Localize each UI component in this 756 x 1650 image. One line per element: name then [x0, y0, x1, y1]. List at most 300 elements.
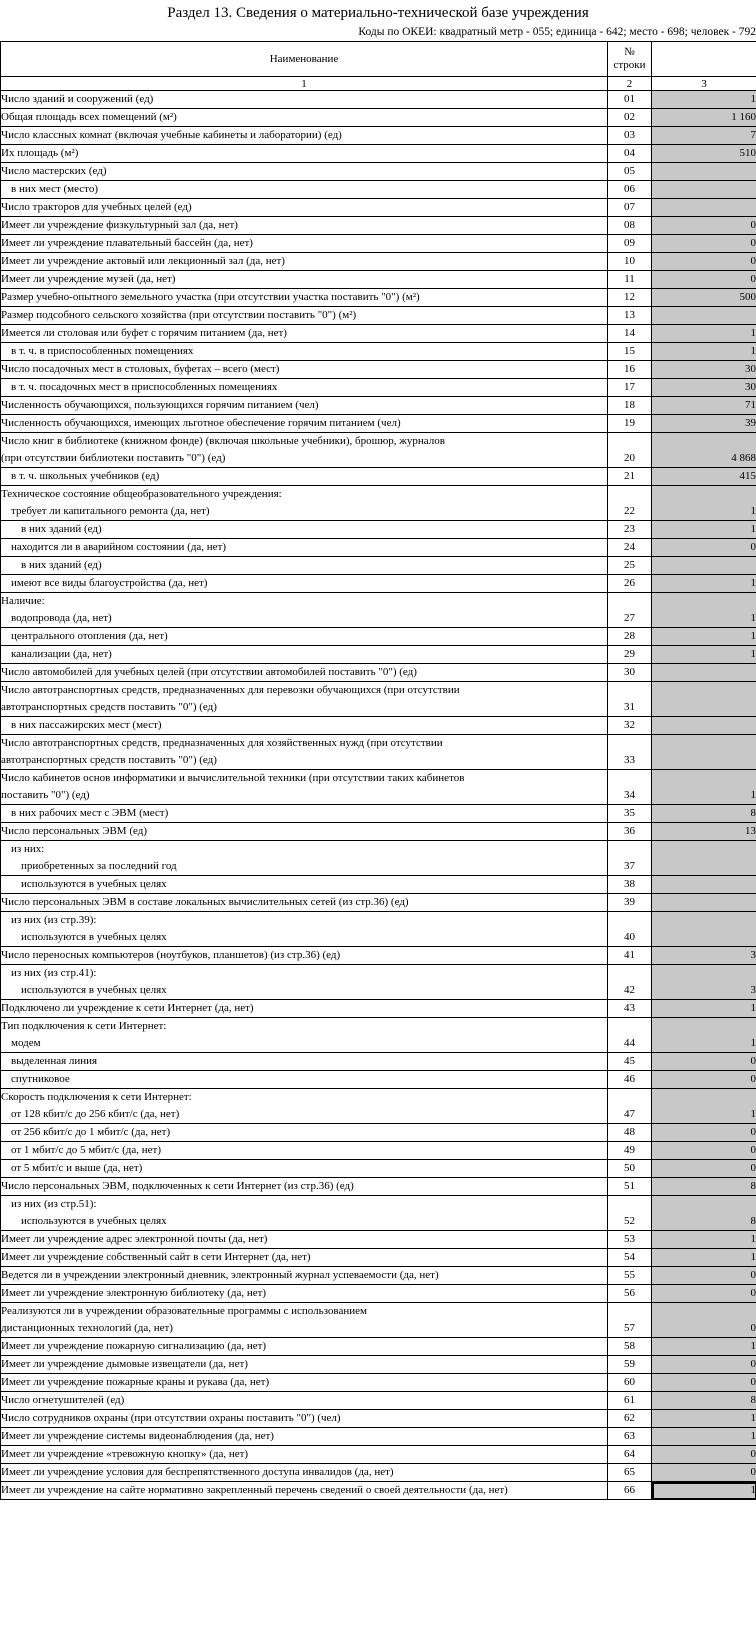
row-label	[1, 876, 608, 894]
row-label-line: в них зданий (ед)	[21, 559, 102, 571]
row-number: 52	[608, 1196, 652, 1231]
row-value-cell[interactable]: 0	[652, 1285, 756, 1303]
table-row	[1, 965, 756, 1000]
row-value-cell[interactable]	[652, 199, 756, 217]
row-value-cell[interactable]: 0	[652, 271, 756, 289]
table-row	[1, 468, 756, 486]
row-number: 26	[608, 575, 652, 593]
row-number: 39	[608, 894, 652, 912]
row-number: 13	[608, 307, 652, 325]
row-label-line: в т. ч. школьных учебников (ед)	[11, 470, 160, 482]
row-label	[1, 770, 608, 805]
table-row	[1, 539, 756, 557]
table-row	[1, 823, 756, 841]
row-number: 12	[608, 289, 652, 307]
row-number: 18	[608, 397, 652, 415]
table-row	[1, 1446, 756, 1464]
row-label	[1, 1249, 608, 1267]
column-index-1: 1	[1, 77, 608, 91]
table-row	[1, 379, 756, 397]
row-label	[1, 557, 608, 575]
table-row	[1, 253, 756, 271]
table-row	[1, 1000, 756, 1018]
table-row	[1, 1285, 756, 1303]
row-label	[1, 1231, 608, 1249]
row-label-line: Численность обучающихся, имеющих льготное обеспечение горячим питанием (чел)	[1, 417, 401, 429]
row-number: 15	[608, 343, 652, 361]
table-row	[1, 894, 756, 912]
row-label	[1, 253, 608, 271]
column-header-name: Наименование	[1, 42, 608, 77]
row-number: 23	[608, 521, 652, 539]
row-label-line: Наличие:	[1, 595, 45, 607]
row-value-cell[interactable]: 1	[652, 646, 756, 664]
row-label	[1, 145, 608, 163]
table-row	[1, 1160, 756, 1178]
table-row	[1, 1124, 756, 1142]
table-row	[1, 593, 756, 628]
row-label-line: Имеет ли учреждение плавательный бассейн (да, нет)	[1, 237, 253, 249]
row-label-line: из них (из стр.41):	[11, 967, 97, 979]
row-label	[1, 1392, 608, 1410]
row-label-line: Число книг в библиотеке (книжном фонде) (включая школьные учебники), брошюр, журналов	[1, 435, 445, 447]
row-value-cell[interactable]: 71	[652, 397, 756, 415]
table-row	[1, 575, 756, 593]
row-label-line: Число персональных ЭВМ в составе локальных вычислительных сетей (из стр.36) (ед)	[1, 896, 409, 908]
row-value-cell[interactable]: 510	[652, 145, 756, 163]
table-row	[1, 325, 756, 343]
row-value-cell[interactable]	[652, 682, 756, 717]
row-value-cell[interactable]	[652, 735, 756, 770]
row-value-cell[interactable]	[652, 912, 756, 947]
row-number: 56	[608, 1285, 652, 1303]
table-row	[1, 127, 756, 145]
row-label-line: Имеет ли учреждение «тревожную кнопку» (да, нет)	[1, 1448, 249, 1460]
row-value-cell[interactable]: 1	[652, 343, 756, 361]
row-label-line: Имеется ли столовая или буфет с горячим питанием (да, нет)	[1, 327, 287, 339]
table-row	[1, 1249, 756, 1267]
row-number: 57	[608, 1303, 652, 1338]
row-label	[1, 575, 608, 593]
row-value-cell[interactable]	[652, 557, 756, 575]
row-label-line: Число автотранспортных средств, предназначенных для хозяйственных нужд (при отсутствии	[1, 737, 443, 749]
row-label-line: требует ли капитального ремонта (да, нет)	[11, 505, 210, 517]
row-label	[1, 181, 608, 199]
row-value-cell[interactable]	[652, 894, 756, 912]
table-row	[1, 1374, 756, 1392]
row-label-line: Численность обучающихся, пользующихся горячим питанием (чел)	[1, 399, 319, 411]
row-label	[1, 1374, 608, 1392]
row-label-line: Имеет ли учреждение условия для беспрепятственного доступа инвалидов (да, нет)	[1, 1466, 394, 1478]
row-label-line: Скорость подключения к сети Интернет:	[1, 1091, 192, 1103]
row-value-cell[interactable]: 1	[652, 521, 756, 539]
row-value-cell[interactable]: 0	[652, 1124, 756, 1142]
row-value-cell[interactable]: 1	[652, 1089, 756, 1124]
row-label	[1, 841, 608, 876]
row-number: 03	[608, 127, 652, 145]
table-row	[1, 307, 756, 325]
row-label-line: используются в учебных целях	[21, 984, 167, 996]
row-value-cell[interactable]: 30	[652, 361, 756, 379]
row-value-cell[interactable]: 0	[652, 235, 756, 253]
row-label-line: Размер учебно-опытного земельного участка (при отсутствии участка поставить "0") (м²)	[1, 291, 420, 303]
row-label-line: в т. ч. в приспособленных помещениях	[11, 345, 194, 357]
row-label	[1, 1018, 608, 1053]
row-number: 24	[608, 539, 652, 557]
row-number: 61	[608, 1392, 652, 1410]
row-value-cell[interactable]: 0	[652, 1374, 756, 1392]
row-number: 65	[608, 1464, 652, 1482]
row-label-line: Число посадочных мест в столовых, буфетах – всего (мест)	[1, 363, 280, 375]
row-label	[1, 379, 608, 397]
row-label	[1, 823, 608, 841]
row-label-line: Имеет ли учреждение на сайте нормативно закрепленный перечень сведений о своей деятельности (да, нет)	[1, 1484, 508, 1496]
row-value-cell[interactable]: 0	[652, 253, 756, 271]
row-label	[1, 1124, 608, 1142]
row-value-cell[interactable]: 8	[652, 1196, 756, 1231]
row-number: 62	[608, 1410, 652, 1428]
row-number: 64	[608, 1446, 652, 1464]
row-value-cell[interactable]: 8	[652, 805, 756, 823]
row-label	[1, 217, 608, 235]
row-label-line: Подключено ли учреждение к сети Интернет (да, нет)	[1, 1002, 254, 1014]
row-value-cell[interactable]: 0	[652, 1142, 756, 1160]
row-value-cell[interactable]: 39	[652, 415, 756, 433]
table-row	[1, 1338, 756, 1356]
row-label-line: Число зданий и сооружений (ед)	[1, 93, 154, 105]
row-label	[1, 163, 608, 181]
row-value-cell[interactable]: 1	[652, 1410, 756, 1428]
row-number: 06	[608, 181, 652, 199]
row-number: 01	[608, 91, 652, 109]
row-number: 55	[608, 1267, 652, 1285]
row-value-cell[interactable]: 1	[652, 1482, 756, 1500]
row-value-cell[interactable]: 0	[652, 1356, 756, 1374]
row-value-cell[interactable]: 0	[652, 1464, 756, 1482]
column-index-2: 2	[608, 77, 652, 91]
table-row	[1, 289, 756, 307]
row-value-cell[interactable]: 1	[652, 486, 756, 521]
row-value-cell[interactable]: 1	[652, 325, 756, 343]
row-number: 31	[608, 682, 652, 717]
row-number: 63	[608, 1428, 652, 1446]
row-label-line: Имеет ли учреждение пожарную сигнализацию (да, нет)	[1, 1340, 267, 1352]
row-label	[1, 361, 608, 379]
row-label	[1, 289, 608, 307]
table-row	[1, 1231, 756, 1249]
table-row	[1, 682, 756, 717]
row-label	[1, 343, 608, 361]
row-value-cell[interactable]: 1	[652, 1338, 756, 1356]
row-label	[1, 1267, 608, 1285]
row-label-line: из них (из стр.51):	[11, 1198, 97, 1210]
row-value-cell[interactable]: 1	[652, 628, 756, 646]
row-label	[1, 415, 608, 433]
row-value-cell[interactable]	[652, 841, 756, 876]
row-label	[1, 805, 608, 823]
row-number: 25	[608, 557, 652, 575]
table-row	[1, 271, 756, 289]
row-number: 47	[608, 1089, 652, 1124]
row-label	[1, 1285, 608, 1303]
row-number: 07	[608, 199, 652, 217]
table-row	[1, 1053, 756, 1071]
row-label	[1, 1000, 608, 1018]
row-label-line: Число классных комнат (включая учебные кабинеты и лаборатории) (ед)	[1, 129, 342, 141]
row-label-line: в них мест (место)	[11, 183, 99, 195]
row-value-cell[interactable]: 1	[652, 91, 756, 109]
table-row	[1, 433, 756, 468]
row-label-line: автотранспортных средств поставить "0") (ед)	[1, 701, 217, 713]
row-value-cell[interactable]: 4 868	[652, 433, 756, 468]
row-label	[1, 109, 608, 127]
row-number: 42	[608, 965, 652, 1000]
row-label-line: от 1 мбит/с до 5 мбит/с (да, нет)	[11, 1144, 162, 1156]
row-number: 41	[608, 947, 652, 965]
row-value-cell[interactable]	[652, 307, 756, 325]
row-number: 20	[608, 433, 652, 468]
row-value-cell[interactable]: 1	[652, 575, 756, 593]
row-label-line: Имеет ли учреждение системы видеонаблюдения (да, нет)	[1, 1430, 274, 1442]
row-number: 05	[608, 163, 652, 181]
row-value-cell[interactable]: 1	[652, 1000, 756, 1018]
table-body	[1, 91, 756, 1500]
table-row	[1, 217, 756, 235]
row-label-line: используются в учебных целях	[21, 1215, 167, 1227]
row-label-line: из них (из стр.39):	[11, 914, 97, 926]
row-number: 45	[608, 1053, 652, 1071]
row-value-cell[interactable]: 0	[652, 539, 756, 557]
table-row	[1, 1410, 756, 1428]
row-label	[1, 539, 608, 557]
row-number: 22	[608, 486, 652, 521]
row-label	[1, 1196, 608, 1231]
row-number: 38	[608, 876, 652, 894]
table-header-row	[1, 42, 756, 77]
row-value-cell[interactable]: 1	[652, 593, 756, 628]
row-value-cell[interactable]: 0	[652, 1071, 756, 1089]
row-value-cell[interactable]	[652, 163, 756, 181]
row-label-line: от 128 кбит/с до 256 кбит/с (да, нет)	[11, 1108, 180, 1120]
row-label-line: Техническое состояние общеобразовательного учреждения:	[1, 488, 282, 500]
row-label-line: Размер подсобного сельского хозяйства (при отсутствии поставить "0") (м²)	[1, 309, 357, 321]
row-value-cell[interactable]: 0	[652, 1303, 756, 1338]
row-value-cell[interactable]	[652, 876, 756, 894]
row-label-line: имеют все виды благоустройства (да, нет)	[11, 577, 208, 589]
row-label-line: используются в учебных целях	[21, 878, 167, 890]
row-number: 37	[608, 841, 652, 876]
row-number: 46	[608, 1071, 652, 1089]
table-row	[1, 717, 756, 735]
row-value-cell[interactable]: 7	[652, 127, 756, 145]
table-row	[1, 181, 756, 199]
row-label	[1, 521, 608, 539]
row-value-cell[interactable]: 13	[652, 823, 756, 841]
row-label-line: канализации (да, нет)	[11, 648, 112, 660]
okei-codes: Коды по ОКЕИ: квадратный метр - 055; единица - 642; место - 698; человек - 792	[358, 26, 756, 38]
row-label	[1, 717, 608, 735]
table-row	[1, 145, 756, 163]
row-number: 33	[608, 735, 652, 770]
row-label	[1, 1464, 608, 1482]
row-value-cell[interactable]: 1	[652, 770, 756, 805]
row-value-cell[interactable]: 1	[652, 1249, 756, 1267]
section-title: Раздел 13. Сведения о материально-технической базе учреждения	[167, 5, 589, 21]
row-label-line: модем	[11, 1037, 41, 1049]
table-row	[1, 947, 756, 965]
table-row	[1, 805, 756, 823]
row-label	[1, 628, 608, 646]
table-row	[1, 646, 756, 664]
row-label	[1, 735, 608, 770]
row-label	[1, 1482, 608, 1500]
column-index-3: 3	[652, 77, 756, 91]
row-label	[1, 1356, 608, 1374]
row-number: 53	[608, 1231, 652, 1249]
row-value-cell[interactable]: 0	[652, 1267, 756, 1285]
table-row	[1, 415, 756, 433]
table-row	[1, 1482, 756, 1500]
table-row	[1, 1196, 756, 1231]
row-label-line: Число переносных компьютеров (ноутбуков, планшетов) (из стр.36) (ед)	[1, 949, 341, 961]
row-label	[1, 664, 608, 682]
table-row	[1, 1018, 756, 1053]
row-label-line: Имеет ли учреждение адрес электронной почты (да, нет)	[1, 1233, 268, 1245]
row-label-line: автотранспортных средств поставить "0") (ед)	[1, 754, 217, 766]
row-number: 58	[608, 1338, 652, 1356]
row-value-cell[interactable]: 1	[652, 1018, 756, 1053]
row-number: 48	[608, 1124, 652, 1142]
row-number: 44	[608, 1018, 652, 1053]
row-label	[1, 486, 608, 521]
row-number: 02	[608, 109, 652, 127]
row-value-cell[interactable]: 0	[652, 217, 756, 235]
row-value-cell[interactable]: 8	[652, 1178, 756, 1196]
row-value-cell[interactable]: 1	[652, 1428, 756, 1446]
row-label	[1, 1160, 608, 1178]
row-value-cell[interactable]: 1 160	[652, 109, 756, 127]
row-label	[1, 1178, 608, 1196]
row-label-line: водопровода (да, нет)	[11, 612, 112, 624]
column-header-row-number: № строки	[608, 42, 652, 77]
row-number: 16	[608, 361, 652, 379]
row-label	[1, 199, 608, 217]
table-row	[1, 841, 756, 876]
row-label-line: Число сотрудников охраны (при отсутствии охраны поставить "0") (чел)	[1, 1412, 341, 1424]
row-label	[1, 1338, 608, 1356]
table-row	[1, 1267, 756, 1285]
row-number: 11	[608, 271, 652, 289]
row-label-line: в т. ч. посадочных мест в приспособленных помещениях	[11, 381, 278, 393]
row-value-cell[interactable]	[652, 717, 756, 735]
column-header-value	[652, 42, 756, 77]
row-label-line: в них рабочих мест с ЭВМ (мест)	[11, 807, 169, 819]
table-row	[1, 770, 756, 805]
row-number: 51	[608, 1178, 652, 1196]
row-label	[1, 1410, 608, 1428]
table-row	[1, 628, 756, 646]
row-label-line: Имеет ли учреждение пожарные краны и рукава (да, нет)	[1, 1376, 270, 1388]
row-number: 14	[608, 325, 652, 343]
row-label-line: находится ли в аварийном состоянии (да, нет)	[11, 541, 227, 553]
row-label-line: Имеет ли учреждение физкультурный зал (да, нет)	[1, 219, 238, 231]
table-row	[1, 521, 756, 539]
row-label-line: приобретенных за последний год	[21, 860, 177, 872]
table-row	[1, 1178, 756, 1196]
row-value-cell[interactable]: 415	[652, 468, 756, 486]
row-value-cell[interactable]	[652, 181, 756, 199]
row-value-cell[interactable]: 1	[652, 1231, 756, 1249]
table-row	[1, 1142, 756, 1160]
row-label-line: Общая площадь всех помещений (м²)	[1, 111, 177, 123]
row-label-line: дистанционных технологий (да, нет)	[1, 1322, 173, 1334]
row-value-cell[interactable]: 500	[652, 289, 756, 307]
row-number: 40	[608, 912, 652, 947]
table-row	[1, 199, 756, 217]
row-value-cell[interactable]	[652, 664, 756, 682]
row-label	[1, 646, 608, 664]
row-label-line: Число персональных ЭВМ (ед)	[1, 825, 147, 837]
row-label	[1, 593, 608, 628]
table-row	[1, 1089, 756, 1124]
row-number: 28	[608, 628, 652, 646]
row-label-line: спутниковое	[11, 1073, 70, 1085]
row-label-line: Число автотранспортных средств, предназначенных для перевозки обучающихся (при отсутствии	[1, 684, 460, 696]
row-value-cell[interactable]: 8	[652, 1392, 756, 1410]
row-label	[1, 271, 608, 289]
row-label	[1, 307, 608, 325]
row-label-line: Имеет ли учреждение собственный сайт в сети Интернет (да, нет)	[1, 1251, 311, 1263]
row-number: 32	[608, 717, 652, 735]
row-label-line: Имеет ли учреждение актовый или лекционный зал (да, нет)	[1, 255, 285, 267]
row-label-line: Число кабинетов основ информатики и вычислительной техники (при отсутствии таких кабинетов	[1, 772, 465, 784]
row-value-cell[interactable]: 0	[652, 1160, 756, 1178]
row-label	[1, 397, 608, 415]
table-row	[1, 735, 756, 770]
row-label	[1, 912, 608, 947]
row-value-cell[interactable]: 0	[652, 1053, 756, 1071]
row-label	[1, 1428, 608, 1446]
row-label-line: от 256 кбит/с до 1 мбит/с (да, нет)	[11, 1126, 171, 1138]
row-number: 17	[608, 379, 652, 397]
row-number: 09	[608, 235, 652, 253]
row-label	[1, 1303, 608, 1338]
row-label-line: Число автомобилей для учебных целей (при отсутствии автомобилей поставить "0") (ед)	[1, 666, 417, 678]
row-label	[1, 894, 608, 912]
row-number: 66	[608, 1482, 652, 1500]
row-label-line: Ведется ли в учреждении электронный дневник, электронный журнал успеваемости (да, нет)	[1, 1269, 439, 1281]
row-number: 43	[608, 1000, 652, 1018]
table-row	[1, 876, 756, 894]
row-number: 50	[608, 1160, 652, 1178]
row-value-cell[interactable]: 30	[652, 379, 756, 397]
row-label-line: (при отсутствии библиотеки поставить "0") (ед)	[1, 452, 226, 464]
row-number: 60	[608, 1374, 652, 1392]
row-number: 34	[608, 770, 652, 805]
row-value-cell[interactable]: 3	[652, 947, 756, 965]
row-label-line: Реализуются ли в учреждении образовательные программы с использованием	[1, 1305, 367, 1317]
row-number: 29	[608, 646, 652, 664]
row-label-line: Число персональных ЭВМ, подключенных к сети Интернет (из стр.36) (ед)	[1, 1180, 354, 1192]
table-row	[1, 1356, 756, 1374]
table-row	[1, 343, 756, 361]
row-value-cell[interactable]: 3	[652, 965, 756, 1000]
row-label	[1, 468, 608, 486]
row-label-line: Их площадь (м²)	[1, 147, 79, 159]
row-label-line: в них пассажирских мест (мест)	[11, 719, 162, 731]
row-label	[1, 127, 608, 145]
row-value-cell[interactable]: 0	[652, 1446, 756, 1464]
